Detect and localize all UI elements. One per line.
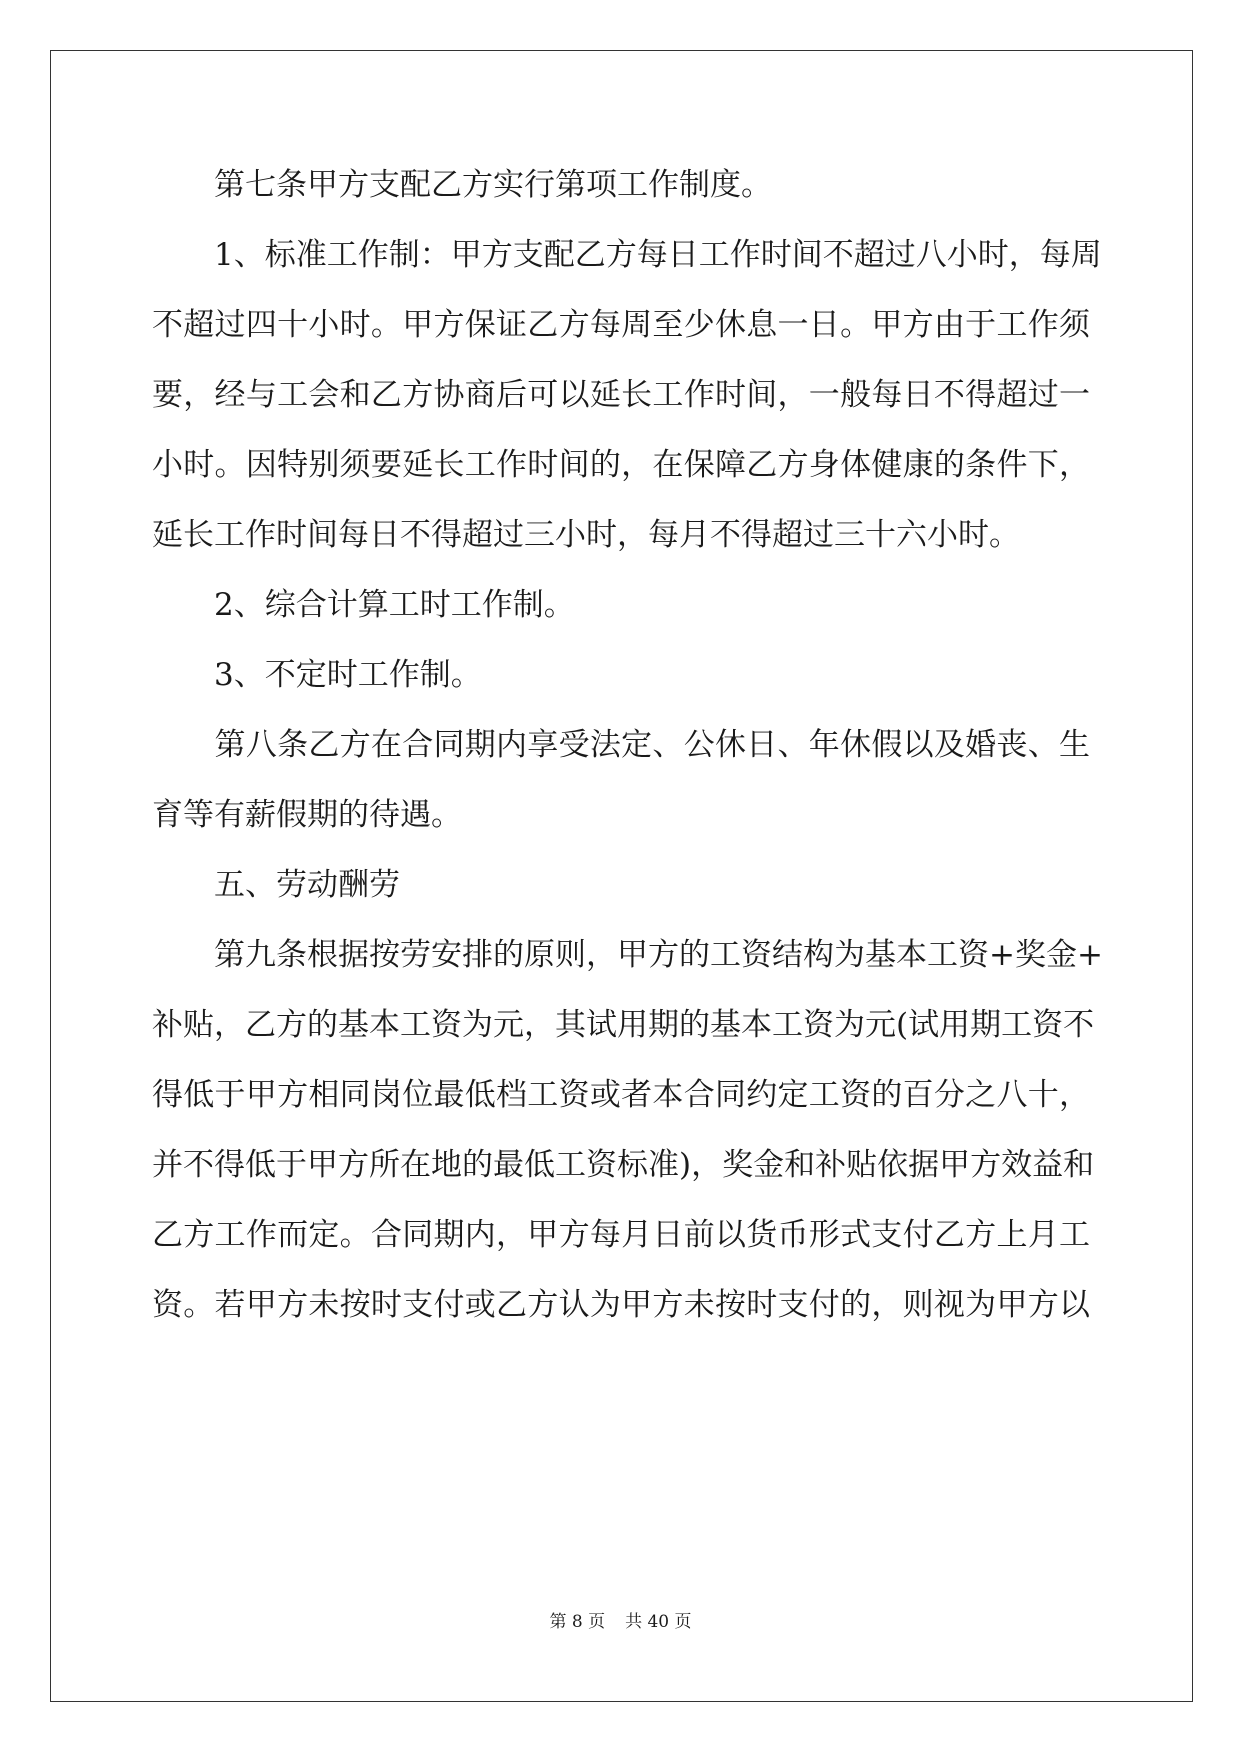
paragraph-line: 延长工作时间每日不得超过三小时，每月不得超过三十六小时。 [152,517,1020,553]
paragraph-line: 要，经与工会和乙方协商后可以延长工作时间，一般每日不得超过一 [152,377,1090,413]
page-number-total: 共 40 页 [625,1612,692,1632]
paragraph-line: 第七条甲方支配乙方实行第项工作制度。 [152,167,772,203]
section-heading: 五、劳动酬劳 [152,867,400,903]
page-footer [0,1610,1241,1634]
paragraph-line: 补贴，乙方的基本工资为元，其试用期的基本工资为元(试用期工资不 [152,1007,1095,1043]
paragraph-line: 育等有薪假期的待遇。 [152,797,462,833]
page-number-current: 第 8 页 [549,1612,606,1632]
paragraph-line: 3、不定时工作制。 [152,657,482,693]
paragraph-line: 小时。因特别须要延长工作时间的，在保障乙方身体健康的条件下， [152,447,1090,483]
paragraph-line: 不超过四十小时。甲方保证乙方每周至少休息一日。甲方由于工作须 [152,307,1090,343]
paragraph-line: 第九条根据按劳安排的原则，甲方的工资结构为基本工资+奖金+ [152,937,1103,973]
paragraph-line: 得低于甲方相同岗位最低档工资或者本合同约定工资的百分之八十， [152,1077,1090,1113]
paragraph-line: 2、综合计算工时工作制。 [152,587,575,623]
paragraph-line: 第八条乙方在合同期内享受法定、公休日、年休假以及婚丧、生 [152,727,1090,763]
paragraph-line: 乙方工作而定。合同期内，甲方每月日前以货币形式支付乙方上月工 [152,1217,1090,1253]
paragraph-line: 资。若甲方未按时支付或乙方认为甲方未按时支付的，则视为甲方以 [152,1287,1090,1323]
paragraph-line: 并不得低于甲方所在地的最低工资标准)，奖金和补贴依据甲方效益和 [152,1147,1095,1183]
paragraph-line: 1、标准工作制：甲方支配乙方每日工作时间不超过八小时，每周 [152,237,1102,273]
